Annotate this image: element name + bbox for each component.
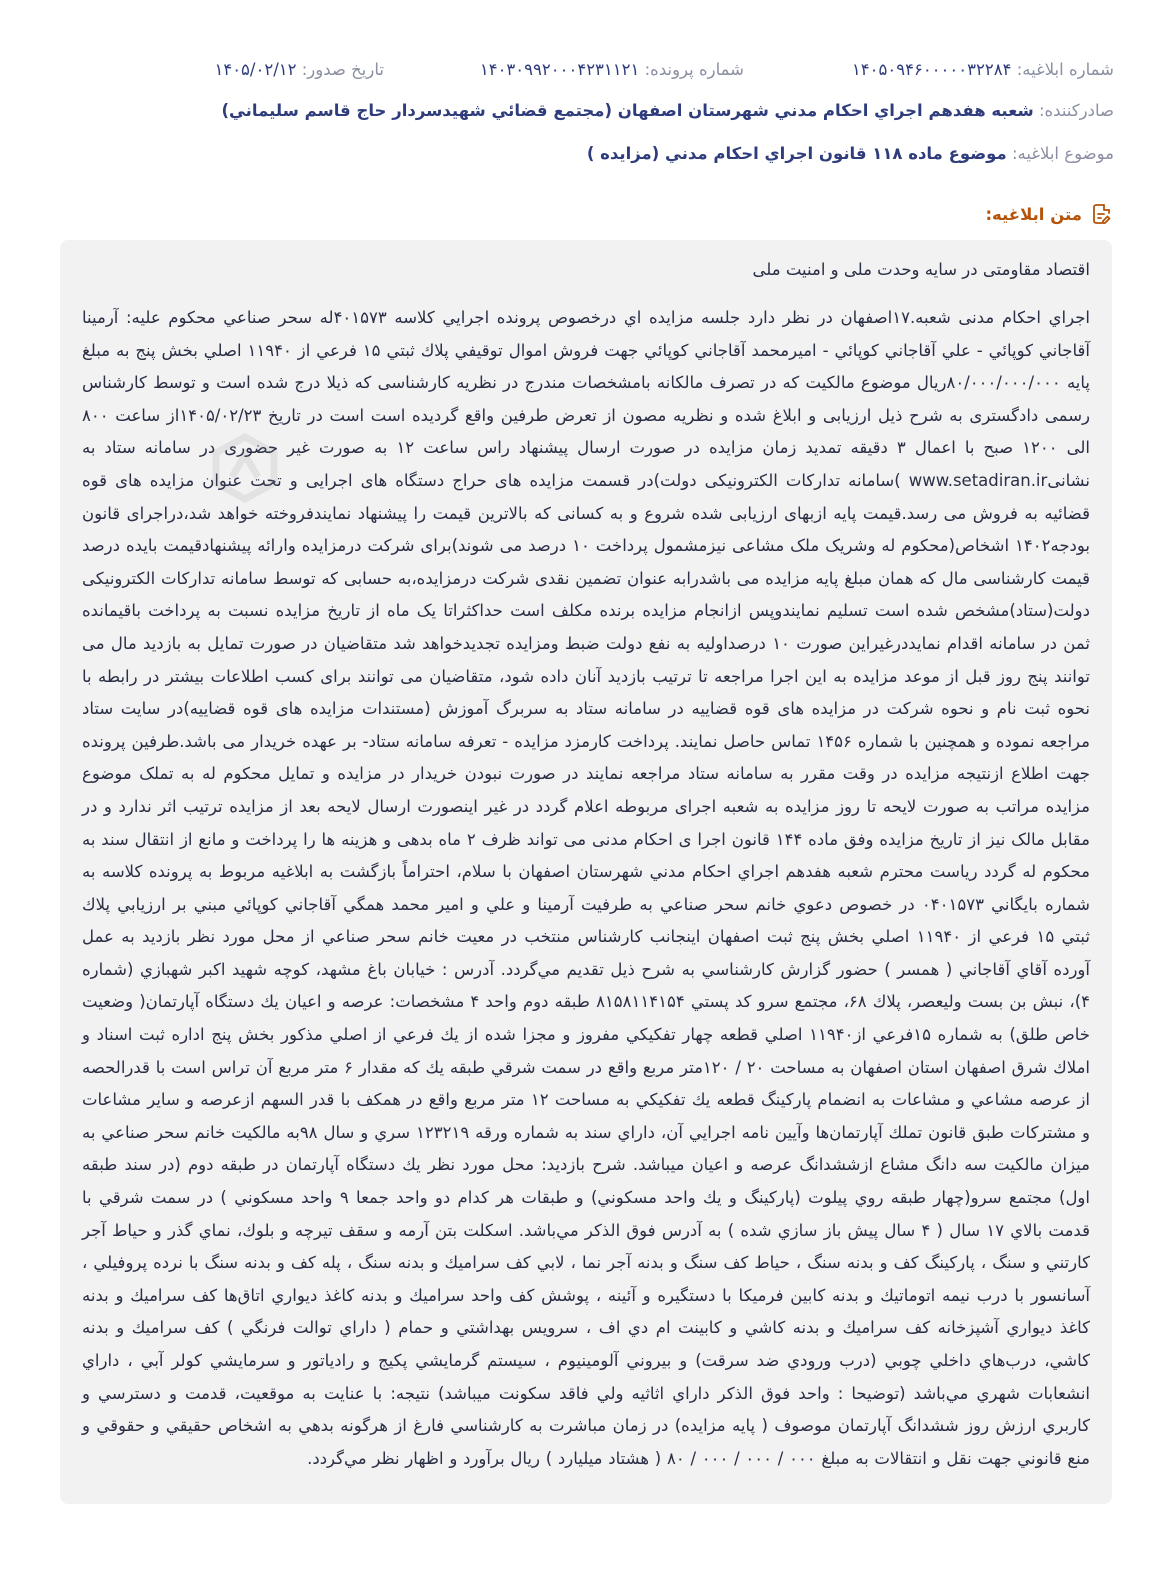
case-number-label: شماره پرونده: [644,60,744,79]
issuer-value: شعبه هفدهم اجراي احكام مدني شهرستان اصفهان (مجتمع قضائي شهيدسردار حاج قاسم سليماني) [221,101,1034,120]
issue-date [214,56,384,84]
case-number-value: ۱۴۰۳۰۹۹۲۰۰۰۴۲۳۱۱۲۱ [479,60,640,79]
issue-date-value: ۱۴۰۵/۰۲/۱۲ [214,60,297,79]
notice-slogan: اقتصاد مقاومتی در سایه وحدت ملی و امنیت ملی [752,260,1090,279]
subject-row [60,140,1114,168]
notice-text-heading [985,200,1114,228]
notice-text-title: متن ابلاغیه: [985,204,1082,224]
notice-number-value: ۱۴۰۵۰۹۴۶۰۰۰۰۰۳۲۲۸۴ [851,60,1012,79]
notice-number [852,56,1114,84]
issuer-row [60,97,1114,125]
notice-text-box [60,240,1112,1504]
issuer-label: صادرکننده: [1038,101,1114,120]
document-edit-icon [1090,202,1114,226]
notice-body: اجراي احكام مدنی شعبه.۱۷اصفهان در نظر دارد جلسه مزايده اي درخصوص پرونده اجرايي كلاسه ۴۰۱۵۷۳له سحر صناعي محكوم عليه: آرمينا آقاجاني كوپائي - علي آقاجاني كوپائي - اميرمحمد آقاجاني كوپائي جهت فروش اموال توقيفي پلاك ثبتي ۱۵ فرعي از ۱۱۹۴۰ اصلي بخش پنج به مبلغ پايه ۸۰/۰۰۰/۰۰۰/۰۰۰ريال موضوع مالكيت كه در تصرف مالكانه بامشخصات مندرج در نظريه كارشناسی كه ذيلا درج شده است و توسط كارشناس رسمی دادگستری به شرح ذيل ارزيابی و ابلاغ شده و نظريه مصون از تعرض طرفين واقع گرديده است است در تاريخ ۱۴۰۵/۰۲/۲۳از ساعت ۸۰۰ الی ۱۲۰۰ صبح با اعمال ۳ دقيقه تمديد زمان مزايده در صورت ارسال پيشنهاد راس ساعت ۱۲ به صورت غير حضوری در سامانه ستاد به نشانیwww.setadiran.ir )سامانه تداركات الكترونيكی دولت)در قسمت مزايده های حراج دستگاه های اجرايی و تحت عنوان مزايده های قوه قضائيه به فروش می رسد.قيمت پايه ازبهای ارزيابی شده شروع و به كسانی كه بالاترين قيمت را پيشنهاد نمايندفروخته خواهد شد،دراجرای قانون بودجه۱۴۰۲ اشخاص(محكوم له وشريک ملک مشاعی نيزمشمول پرداخت ۱۰ درصد می شوند)برای شركت درمزايده وارائه پيشنهادقيمت بايده درصد قيمت كارشناسی مال كه همان مبلغ پايه مزايده می باشدرابه عنوان تضمين نقدی شركت درمزايده،به حسابی كه توسط سامانه تداركات الكترونيكی دولت(ستاد)مشخص شده است تسليم نمايندوپس ازانجام مزايده برنده مكلف است حداكثراتا يک ماه از تاريخ مزايده نسبت به پرداخت باقيمانده ثمن در سامانه اقدام نمايددرغيراين صورت ۱۰ درصداوليه به نفع دولت ضبط ومزايده تجديدخواهد شد متقاضيان در صورت تمايل به بازديد مال می توانند پنج روز قبل از موعد مزايده به اين اجرا مراجعه تا ترتيب بازديد آنان داده شود، متقاضيان می توانند برای كسب اطلاعات بيشتر در رابطه با نحوه ثبت نام و نحوه شركت در مزايده های قوه قضاييه در سامانه ستاد به سربرگ آموزش (مستندات مزايده های قوه قضاييه)در سايت ستاد مراجعه نموده و همچنين با شماره ۱۴۵۶ تماس حاصل نمايند. پرداخت كارمزد مزايده - تعرفه سامانه ستاد- بر عهده خريدار می باشد.طرفين پرونده جهت اطلاع ازنتيجه مزايده در وقت مقرر به سامانه ستاد مراجعه نمايند در صورت نبودن خريدار در مزايده و تمايل محكوم له به تملک موضوع مزايده مراتب به صورت لايحه تا روز مزايده به شعبه اجرای مربوطه اعلام گردد در غير اينصورت ارسال لايحه بعد از مزايده ترتيب اثر ندارد و در مقابل مالک نيز از تاريخ مزايده وفق ماده ۱۴۴ قانون اجرا ی احكام مدنی می تواند ظرف ۲ ماه بدهی و هزينه ها را پرداخت و مانع از انتقال سند به محكوم له گردد رياست محترم شعبه هفدهم اجراي احكام مدني شهرستان اصفهان با سلام، احتراماً بازگشت به ابلاغيه مربوط به پرونده كلاسه به شماره بايگاني ۰۴۰۱۵۷۳ در خصوص دعوي خانم سحر صناعي به طرفيت آرمينا و علي و امير محمد همگي آقاجاني كوپائي مبني بر ارزيابي پلاك ثبتي ۱۵ فرعي از ۱۱۹۴۰ اصلي بخش پنج ثبت اصفهان اينجانب كارشناس منتخب در معيت خانم سحر صناعي از محل مورد نظر بازديد به عمل آورده آقاي آقاجاني ( همسر ) حضور گزارش كارشناسي به شرح ذيل تقديم مي‌گردد. آدرس : خيابان باغ مشهد، كوچه شهيد اكبر شهبازي (شماره ۴)، نبش بن بست وليعصر، پلاك ۶۸، مجتمع سرو كد پستي ۸۱۵۸۱۱۴۱۵۴ طبقه دوم واحد ۴ مشخصات: عرصه و اعيان يك دستگاه آپارتمان( وضعيت خاص طلق) به شماره ۱۵فرعي از۱۱۹۴۰ اصلي قطعه چهار تفكيكي مفروز و مجزا شده از يك فرعي از اصلي مذكور بخش پنج اداره ثبت اسناد و املاك شرق اصفهان استان اصفهان به مساحت ۲۰ / ۱۲۰متر مربع واقع در سمت شرقي طبقه يك كه مقدار ۶ متر مربع آن تراس است با قدرالحصه از عرصه مشاعي و مشاعات به انضمام پاركينگ قطعه يك تفكيكي به مساحت ۱۲ متر مربع واقع در همكف با قدر السهم ازعرصه و ساير مشاعات و مشتركات طبق قانون تملك آپارتمان‌ها وآيين نامه اجرايي آن، داراي سند به شماره ورقه ۱۲۳۲۱۹ سري و سال ۹۸به مالكيت خانم سحر صناعي به ميزان مالكيت سه دانگ مشاع ازششدانگ عرصه و اعيان ميباشد. شرح بازديد: محل مورد نظر يك دستگاه آپارتمان در طبقه دوم (در سند طبقه اول) مجتمع سرو(چهار طبقه روي پيلوت (پاركينگ و يك واحد مسكوني) و طبقات هر كدام دو واحد جمعا ۹ واحد مسكوني ) در سمت شرقي با قدمت بالاي ۱۷ سال ( ۴ سال پيش باز سازي شده ) به آدرس فوق الذكر مي‌باشد. اسكلت بتن آرمه و سقف تيرچه و بلوك، نماي گذر و حياط آجر كارتني و سنگ ، پاركينگ كف و بدنه سنگ ، حياط كف سنگ و بدنه آجر نما ، لابي كف سراميك و بدنه سنگ ، پله كف و بدنه سنگ با نرده پروفيلي ، آسانسور با درب نيمه اتوماتيك و بدنه كابين فرميكا با دستگيره و آئينه ، پوشش كف واحد سراميك و بدنه كاغذ ديواري اتاق‌ها كف سراميك و بدنه كاغذ ديواري آشپزخانه كف سراميك و بدنه كاشي و كابينت ام دي اف ، سرويس بهداشتي و حمام ( داراي توالت فرنگي ) كف سراميك و بدنه كاشي، درب‌هاي داخلي چوبي (درب ورودي ضد سرقت) و بيروني آلومينيوم ، سيستم گرمايشي پكيج و رادياتور و سرمايشي كولر آبي ، داراي انشعابات شهري مي‌باشد (توضيحا : واحد فوق الذكر داراي اثاثيه ولي فاقد سكونت ميباشد) نتيجه: با عنايت به موقعيت، قدمت و دسترسي و كاربري ارزش روز ششدانگ آپارتمان موصوف ( پايه مزايده) در زمان مباشرت به كارشناسي فارغ از هرگونه بدهي به اشخاص حقيقي و حقوقي و منع قانوني جهت نقل و انتقالات به مبلغ ۰۰۰ / ۰۰۰ / ۰۰۰ / ۸۰ ( هشتاد ميليارد ) ريال برآورد و اظهار نظر مي‌گردد. [82,308,1091,1468]
case-number [480,56,744,84]
notice-number-label: شماره ابلاغیه: [1016,60,1114,79]
notice-meta-row [60,56,1114,84]
subject-value: موضوع ماده ۱۱۸ قانون اجراي احکام مدني (مزايده ) [586,144,1007,163]
subject-label: موضوع ابلاغیه: [1011,144,1114,163]
issue-date-label: تاریخ صدور: [301,60,384,79]
